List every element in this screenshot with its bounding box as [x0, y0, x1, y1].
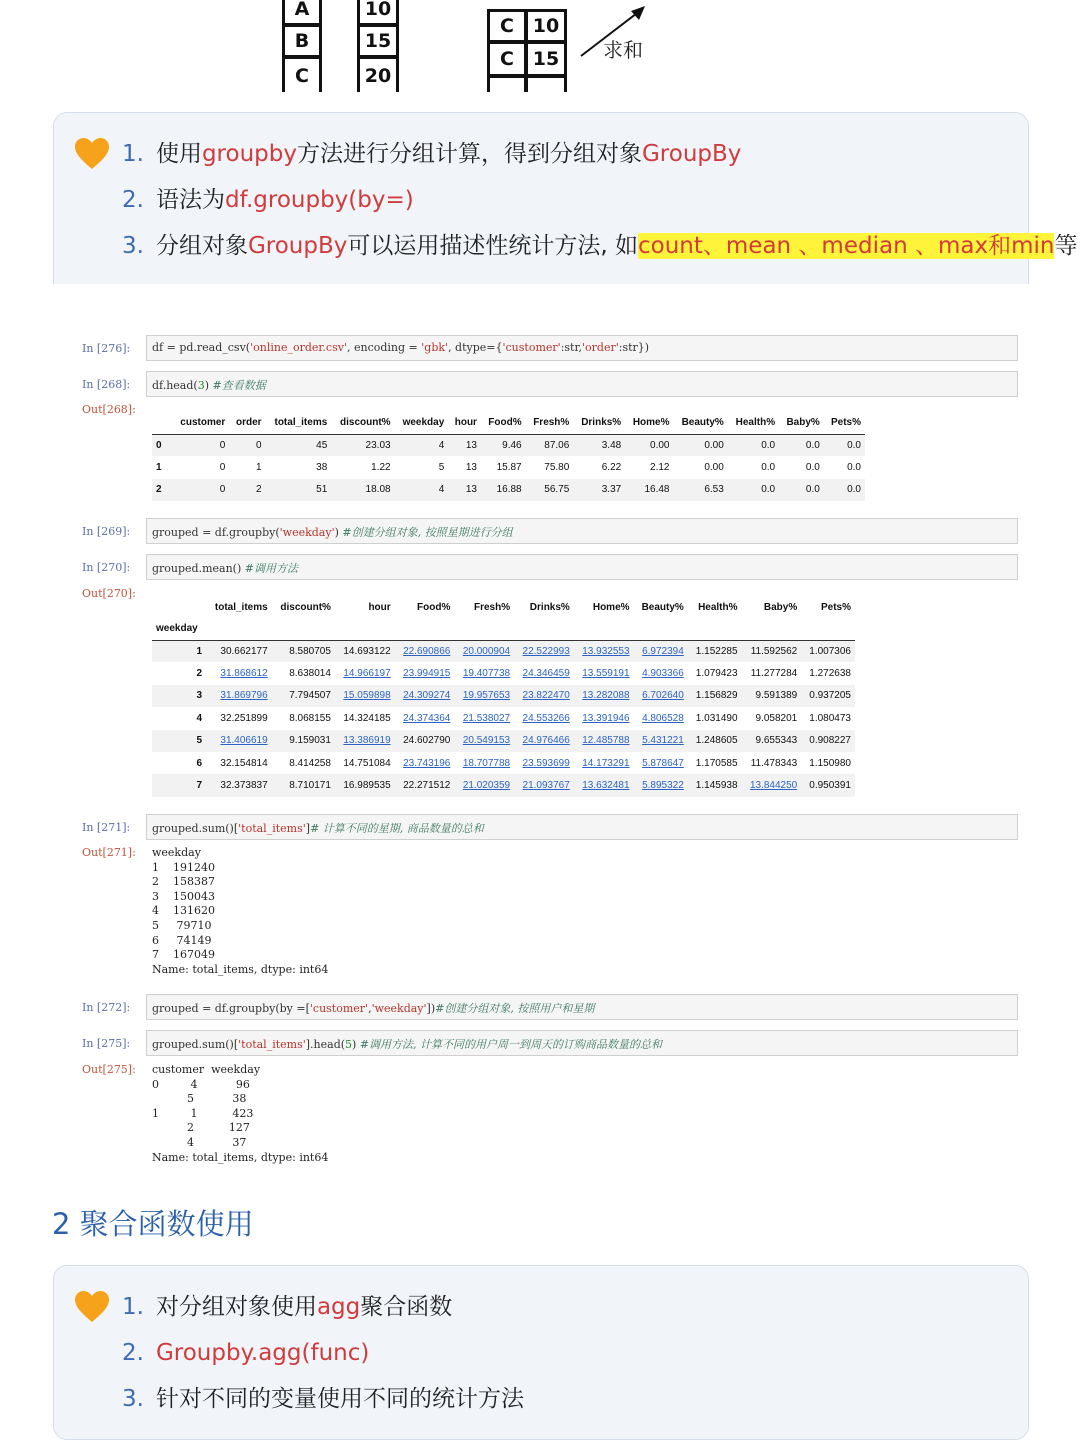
code-token: grouped.sum()[	[152, 822, 239, 835]
table-cell: 24.374364	[403, 712, 451, 724]
table-cell: 87.06	[544, 439, 570, 451]
table-cell: 0	[219, 439, 226, 451]
row-index: 0	[156, 439, 162, 451]
code-cell[interactable]	[146, 554, 1018, 580]
table-cell: 8.638014	[289, 668, 331, 680]
table-row	[152, 479, 865, 501]
table-cell: 0.00	[704, 462, 724, 474]
table-cell: 11.592562	[750, 645, 798, 657]
groupby-notes-list	[122, 131, 1078, 269]
table-cell: 24.309274	[403, 690, 451, 702]
column-header: Fresh%	[526, 412, 574, 434]
table-cell: 51	[316, 484, 328, 496]
table-cell: 23.743196	[403, 757, 451, 769]
table-cell: 4.903366	[642, 668, 684, 680]
table-cell: 24.553266	[522, 712, 570, 724]
column-header: discount%	[331, 412, 394, 434]
table-cell: 0	[219, 462, 226, 474]
column-header: Baby%	[763, 601, 798, 613]
table-cell: 9.655343	[755, 735, 798, 747]
row-index: 1	[156, 462, 162, 474]
list-number: 3.	[122, 233, 144, 259]
table-cell: 20.000904	[462, 645, 511, 657]
keyword: df.groupby(by=)	[224, 187, 414, 213]
diagram-value-cell: 10	[357, 0, 399, 26]
diagram-group-key-cell: C	[487, 41, 527, 77]
table-cell: 32.154814	[220, 757, 268, 769]
table-cell: 24.346459	[522, 668, 570, 680]
table-cell: 16.88	[496, 484, 522, 496]
output-prompt: Out[271]:	[82, 846, 136, 859]
code-token: , dtype={	[448, 341, 503, 354]
table-cell: 23.593699	[522, 757, 570, 769]
code-comment: #查看数据	[212, 379, 266, 392]
table-cell: 14.693122	[343, 645, 391, 657]
table-cell: 18.707788	[462, 757, 511, 769]
diagram-group-value-cell: 10	[525, 9, 567, 43]
table-row	[152, 640, 855, 662]
table-row	[152, 752, 855, 774]
table-cell: 0.0	[847, 439, 861, 451]
table-cell: 11.277284	[750, 668, 798, 680]
column-header: Health%	[698, 601, 738, 613]
list-number: 3.	[122, 1386, 144, 1412]
table-cell: 0.937205	[809, 690, 851, 702]
table-cell: 1.152285	[695, 645, 738, 657]
code-token: )	[334, 526, 343, 539]
code-token: grouped = df.groupby(	[152, 526, 280, 539]
code-string: 'total_items'	[238, 822, 306, 835]
output-prompt: Out[270]:	[82, 587, 136, 600]
list-item	[122, 1284, 1018, 1330]
row-index: 5	[196, 735, 202, 747]
table-cell: 0	[219, 484, 226, 496]
table-cell: 31.406619	[220, 735, 268, 747]
table-cell: 23.822470	[522, 690, 570, 702]
note-text: 可以运用描述性统计方法, 如	[347, 233, 638, 259]
table-cell: 8.068155	[289, 712, 331, 724]
row-index: 2	[196, 668, 202, 680]
table-cell: 0.0	[847, 462, 861, 474]
note-text: 聚合函数	[360, 1294, 453, 1320]
diagram-group-key-cell	[487, 75, 527, 92]
table-cell: 16.989535	[343, 780, 391, 792]
table-cell: 3.48	[601, 439, 622, 451]
list-item	[122, 1330, 1018, 1376]
code-token: ]	[305, 822, 311, 835]
row-index: 2	[156, 484, 162, 496]
table-cell: 21.020359	[462, 780, 511, 792]
sum-label: 求和	[603, 38, 643, 62]
column-header: Home%	[625, 412, 673, 434]
table-cell: 0.0	[761, 439, 776, 451]
column-header: Drinks%	[529, 601, 570, 613]
series-output: weekday 1 191240 2 158387 3 150043 4 131620 5 79710 6 74149 7 167049 Name: total_items, dtype: int64	[152, 846, 329, 976]
table-cell: 15.87	[496, 462, 522, 474]
column-header: Baby%	[779, 412, 824, 434]
code-comment: #创建分组对象, 按照星期进行分组	[342, 526, 513, 539]
table-cell: 0.0	[805, 462, 820, 474]
table-row	[152, 730, 855, 752]
table-cell: 0.00	[704, 439, 724, 451]
input-prompt: In [272]:	[82, 1001, 131, 1014]
input-prompt: In [270]:	[82, 561, 131, 574]
table-cell: 9.159031	[289, 735, 331, 747]
table-cell: 1.080473	[809, 712, 851, 724]
code-token: grouped = df.groupby(by =[	[152, 1002, 310, 1015]
table-cell: 14.324185	[343, 712, 391, 724]
diagram-key-cell: A	[282, 0, 322, 26]
table-row	[152, 685, 855, 707]
table-cell: 0.00	[650, 439, 670, 451]
diagram-group-value-cell: 15	[525, 41, 567, 77]
code-token: :str,	[560, 341, 583, 354]
table-cell: 6.53	[704, 484, 724, 496]
table-cell: 22.271512	[403, 780, 451, 792]
column-header: total_items	[214, 601, 268, 613]
table-cell: 1.272638	[809, 668, 851, 680]
diagram-key-cell: C	[282, 56, 322, 92]
table-cell: 1.170585	[695, 757, 738, 769]
table-cell: 2	[256, 484, 262, 496]
table-cell: 8.580705	[289, 645, 331, 657]
table-cell: 1.156829	[695, 690, 738, 702]
series-output: customer weekday 0 4 96 5 38 1 1 423 2 127 4 37 Name: total_items, dtype: int64	[152, 1063, 329, 1164]
column-header: Drinks%	[573, 412, 625, 434]
column-header: Beauty%	[674, 412, 728, 434]
mean-dataframe-table	[152, 596, 855, 797]
code-string: 'weekday'	[279, 526, 335, 539]
code-comment: #调用方法	[244, 562, 298, 575]
code-token: 5	[345, 1038, 353, 1051]
code-token: )	[352, 1038, 360, 1051]
table-cell: 4	[438, 439, 445, 451]
table-cell: 0.0	[761, 484, 776, 496]
code-cell[interactable]	[146, 518, 1018, 544]
table-cell: 24.976466	[522, 735, 570, 747]
orange-heart-icon	[74, 1290, 110, 1324]
table-cell: 1.22	[371, 462, 391, 474]
code-token: :str})	[618, 341, 650, 354]
row-index: 4	[196, 712, 202, 724]
index-name-header: weekday	[152, 618, 206, 640]
table-cell: 1.079423	[695, 668, 738, 680]
column-header: Home%	[592, 601, 630, 613]
list-number: 1.	[122, 141, 144, 167]
table-cell: 3.37	[601, 484, 622, 496]
table-cell: 2.12	[650, 462, 670, 474]
table-cell: 0	[256, 439, 262, 451]
table-cell: 16.48	[644, 484, 670, 496]
table-cell: 1.248605	[695, 735, 738, 747]
table-cell: 75.80	[544, 462, 570, 474]
table-cell: 7.794507	[289, 690, 331, 702]
input-prompt: In [271]:	[82, 821, 131, 834]
table-cell: 15.059898	[343, 690, 391, 702]
keyword: GroupBy	[247, 233, 348, 259]
table-cell: 13.559191	[582, 668, 630, 680]
groupby-notes-callout	[53, 112, 1078, 284]
column-header: customer	[172, 412, 229, 434]
orange-heart-icon	[74, 137, 110, 171]
table-cell: 13	[465, 462, 477, 474]
table-cell: 13.632481	[582, 780, 630, 792]
list-item	[122, 177, 1018, 223]
table-cell: 1.145938	[695, 780, 738, 792]
code-comment: #调用方法, 计算不同的用户周一到周天的订购商品数量的总和	[359, 1038, 663, 1051]
code-token: df = pd.read_csv(	[152, 341, 251, 354]
table-row	[152, 774, 855, 796]
section-title: 2 聚合函数使用	[52, 1207, 254, 1241]
table-cell: 9.46	[502, 439, 522, 451]
table-cell: 5.431221	[642, 735, 684, 747]
code-token: , encoding =	[346, 341, 422, 354]
table-cell: 0.0	[805, 484, 820, 496]
head-dataframe-table	[152, 412, 865, 501]
keyword: Groupby.agg(func)	[155, 1340, 370, 1366]
table-cell: 13	[465, 439, 477, 451]
table-cell: 1.150980	[809, 757, 851, 769]
list-item	[122, 1376, 1018, 1422]
table-cell: 0.0	[805, 439, 820, 451]
table-cell: 1.031490	[695, 712, 738, 724]
code-string: 'online_order.csv'	[250, 341, 347, 354]
code-comment: # 计算不同的星期, 商品数量的总和	[310, 822, 484, 835]
table-cell: 21.093767	[522, 780, 570, 792]
code-cell[interactable]	[146, 335, 1018, 361]
table-cell: 45	[316, 439, 328, 451]
column-header: total_items	[266, 412, 332, 434]
list-number: 2.	[122, 187, 144, 213]
table-cell: 11.478343	[750, 757, 798, 769]
column-header: Fresh%	[473, 601, 511, 613]
table-cell: 14.966197	[343, 668, 391, 680]
table-cell: 0.0	[761, 462, 776, 474]
code-token: ].head(	[305, 1038, 346, 1051]
highlighted-methods: count、mean 、median 、max和min	[638, 233, 1055, 259]
input-prompt: In [269]:	[82, 525, 131, 538]
code-token: ])	[426, 1002, 436, 1015]
row-index: 1	[196, 645, 202, 657]
table-cell: 1	[256, 462, 262, 474]
note-text: 方法进行分组计算，得到分组对象	[296, 141, 642, 167]
list-number: 2.	[122, 1340, 144, 1366]
list-number: 1.	[122, 1294, 144, 1320]
table-cell: 56.75	[544, 484, 570, 496]
table-cell: 6.702640	[642, 690, 684, 702]
column-header: Pets%	[824, 412, 865, 434]
table-cell: 18.08	[365, 484, 391, 496]
diagram-key-cell: B	[282, 24, 322, 58]
table-cell: 22.522993	[522, 645, 570, 657]
diagram-group-value-cell	[525, 75, 567, 92]
row-index: 7	[196, 780, 202, 792]
table-row	[152, 434, 865, 456]
table-cell: 20.549153	[462, 735, 511, 747]
table-cell: 8.710171	[289, 780, 331, 792]
table-cell: 13.844250	[749, 780, 798, 792]
column-header: order	[229, 412, 265, 434]
column-header: Food%	[417, 601, 451, 613]
table-cell: 9.591389	[755, 690, 798, 702]
column-header	[152, 596, 206, 618]
note-text: 使用	[155, 141, 202, 167]
row-index: 6	[196, 757, 202, 769]
note-text: 针对不同的变量使用不同的统计方法	[155, 1386, 524, 1412]
column-header: Beauty%	[641, 601, 684, 613]
note-text: 分组对象	[155, 233, 248, 259]
table-cell: 22.690866	[403, 645, 451, 657]
code-string: 'order'	[582, 341, 619, 354]
list-item	[122, 131, 1018, 177]
column-header	[152, 412, 172, 434]
column-header: hour	[448, 412, 481, 434]
note-text: 语法为	[155, 187, 225, 213]
column-header: Health%	[728, 412, 779, 434]
diagram-value-cell: 20	[357, 56, 399, 92]
code-token: 3	[197, 379, 205, 392]
table-cell: 32.251899	[220, 712, 268, 724]
row-index: 3	[196, 690, 202, 702]
input-prompt: In [276]:	[82, 342, 131, 355]
table-cell: 5.895322	[642, 780, 684, 792]
table-cell: 14.751084	[343, 757, 391, 769]
table-row	[152, 662, 855, 684]
table-cell: 8.414258	[289, 757, 331, 769]
code-cell[interactable]	[146, 814, 1018, 840]
table-cell: 14.173291	[582, 757, 630, 769]
code-token: )	[204, 379, 213, 392]
table-cell: 13	[465, 484, 477, 496]
table-cell: 4	[438, 484, 445, 496]
keyword: groupby	[201, 141, 297, 167]
code-string: 'weekday'	[371, 1002, 427, 1015]
table-cell: 13.282088	[582, 690, 630, 702]
code-cell[interactable]	[146, 371, 1018, 397]
code-cell[interactable]	[146, 994, 1018, 1020]
table-cell: 38	[316, 462, 328, 474]
code-token: grouped.mean()	[152, 562, 245, 575]
note-text: 等	[1054, 233, 1078, 259]
code-token: df.head(	[152, 379, 198, 392]
agg-notes-callout	[53, 1265, 1029, 1440]
table-cell: 30.662177	[220, 645, 268, 657]
column-header: discount%	[280, 601, 331, 613]
table-cell: 23.994915	[403, 668, 451, 680]
code-token: grouped.sum()[	[152, 1038, 239, 1051]
table-cell: 1.007306	[809, 645, 851, 657]
code-string: 'customer'	[502, 341, 561, 354]
table-cell: 0.908227	[809, 735, 851, 747]
table-cell: 9.058201	[755, 712, 798, 724]
table-cell: 5.878647	[642, 757, 684, 769]
agg-notes-list	[122, 1284, 1018, 1422]
output-prompt: Out[268]:	[82, 403, 136, 416]
input-prompt: In [268]:	[82, 378, 131, 391]
table-cell: 32.373837	[220, 780, 268, 792]
code-token: ,	[368, 1002, 372, 1015]
code-comment: #创建分组对象, 按照用户和星期	[435, 1002, 595, 1015]
code-string: 'total_items'	[238, 1038, 306, 1051]
table-cell: 13.386919	[343, 735, 391, 747]
table-cell: 0.0	[847, 484, 861, 496]
column-header: hour	[368, 601, 391, 613]
output-prompt: Out[275]:	[82, 1063, 136, 1076]
table-cell: 6.972394	[642, 645, 684, 657]
table-cell: 24.602790	[403, 735, 451, 747]
diagram-group-key-cell: C	[487, 9, 527, 43]
table-cell: 4.806528	[642, 712, 684, 724]
list-item	[122, 223, 1078, 269]
keyword: agg	[316, 1294, 361, 1320]
table-cell: 19.407738	[462, 668, 511, 680]
code-string: 'customer'	[309, 1002, 369, 1015]
groupby-diagram	[0, 0, 1080, 92]
table-cell: 13.932553	[582, 645, 630, 657]
column-header: Food%	[481, 412, 526, 434]
column-header: Pets%	[820, 601, 851, 613]
table-cell: 0.950391	[809, 780, 851, 792]
table-cell: 31.868612	[220, 668, 268, 680]
table-row	[152, 456, 865, 478]
table-cell: 6.22	[601, 462, 622, 474]
code-cell[interactable]	[146, 1030, 1018, 1056]
table-cell: 12.485788	[582, 735, 630, 747]
table-cell: 21.538027	[462, 712, 511, 724]
table-cell: 13.391946	[582, 712, 630, 724]
code-string: 'gbk'	[421, 341, 449, 354]
table-row	[152, 707, 855, 729]
keyword: GroupBy	[641, 141, 742, 167]
input-prompt: In [275]:	[82, 1037, 131, 1050]
column-header: weekday	[395, 412, 449, 434]
diagram-value-cell: 15	[357, 24, 399, 58]
note-text: 对分组对象使用	[155, 1294, 317, 1320]
table-cell: 23.03	[365, 439, 391, 451]
table-cell: 5	[438, 462, 445, 474]
table-cell: 19.957653	[462, 690, 511, 702]
table-cell: 31.869796	[220, 690, 268, 702]
